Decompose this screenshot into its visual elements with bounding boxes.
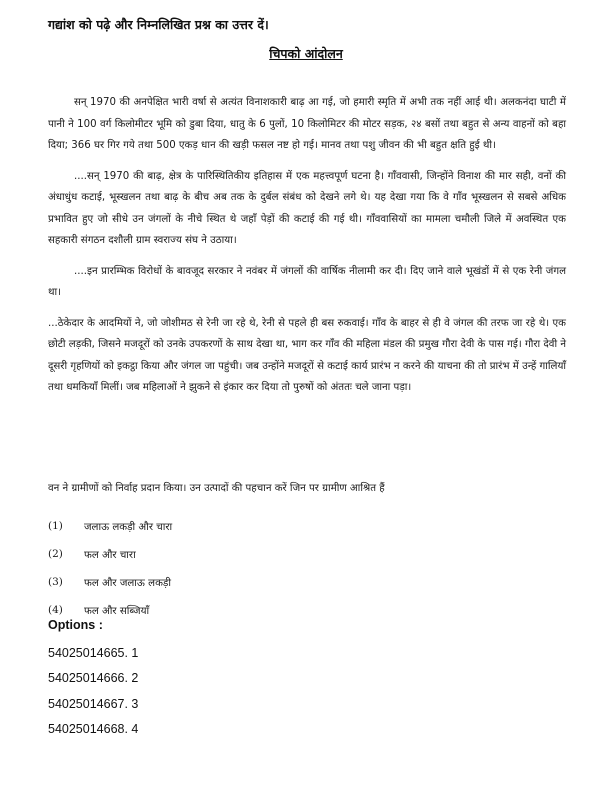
choice-text: जलाऊ लकड़ी और चारा [84,522,173,533]
options-heading: Options : [48,618,103,632]
instruction-text: गद्यांश को पढ़े और निम्नलिखित प्रश्न का उत्तर दें। [48,17,269,32]
choice-number: (3) [48,576,63,588]
question-text: वन ने ग्रामीणों को निर्वाह प्रदान किया। उन उत्पादों की पहचान करें जिन पर ग्रामीण आश्रित हैं [48,483,385,494]
passage-title: चिपको आंदोलन [269,46,343,61]
answer-choice [48,512,448,540]
choice-text: फल और चारा [84,550,136,561]
passage-paragraph: सन् 1970 की अनपेक्षित भारी वर्षा से अत्यंत विनाशकारी बाढ़ आ गई, जो हमारी स्मृति में अभी तक नहीं आई थी। अलकनंदा घाटी में पानी ने 100 वर्ग किलोमीटर भूमि को डुबा दिया, धातु के 6 पुलों, 10 किलोमिटर की मोटर सड़क, २४ बसों तथा बहुत से अन्य वाहनों को बहा दिया; 366 घर गिर गये तथा 500 एकड़ धान की खड़ी फसल नष्ट हो गई। मानव तथा पशु जीवन की भी बहुत क्षति हुई थी। [48,97,566,151]
passage-paragraph: ...ठेकेदार के आदमियों ने, जो जोशीमठ से रेनी जा रहे थे, रेनी से पहले ही बस रुकवाई। गाँव के बाहर से ही वे जंगल की तरफ जा रहे थे। एक छोटी लड़की, जिसने मजदूरों को उनके उपकरणों के साथ देखा था, भाग कर गाँव की महिला मंडल की प्रमुख गौरा देवी के पास गई। गौरा देवी ने दूसरी गृहणियों को इकट्ठा किया और जंगल जा पहुंची। जब उन्होंने मजदूरों से कटाई कार्य प्रारंभ न करने की याचना की तो प्रारंभ में उन्हें गालियाँ तथा धमकियाँ मिलीं। जब महिलाओं ने झुकने से इंकार कर दिया तो पुरुषों को अंततः चले जाना पड़ा। [48,317,566,393]
passage-paragraph: ....सन् 1970 की बाढ़, क्षेत्र के पारिस्थितिकीय इतिहास में एक महत्त्वपूर्ण घटना है। गाँववासी, जिन्होंने विनाश की मार सही, वनों की अंधाधुंध कटाई, भूस्खलन तथा बाढ़ के बीच अब तक के दुर्बल संबंध को देखने लगे थे। यह देखा गया कि वे गाँव भूस्खलन से सबसे अधिक प्रभावित हुए जो सीधे उन जंगलों के नीचे स्थित थे जहाँ पेड़ों की कटाई की गई थी। गाँववासियों का मामला चमौली जिले में अवस्थित एक सहकारी संगठन दशौली ग्राम स्वराज्य संघ ने उठाया। [48,170,566,246]
answer-choice [48,568,448,596]
passage-paragraph: ....इन प्रारम्भिक विरोधों के बावजूद सरकार ने नवंबर में जंगलों की वार्षिक नीलामी कर दी। दिए जाने वाले भूखंडों में से एक रेनी जंगल था। [48,265,566,298]
choice-text: फल और सब्जियाँ [84,606,150,617]
option-id: 54025014665. 1 [48,645,139,660]
option-id: 54025014668. 4 [48,722,139,737]
choice-number: (1) [48,520,63,532]
answer-choice [48,540,448,568]
answer-choice [48,596,448,624]
answer-choices [48,512,448,624]
choice-number: (2) [48,548,63,560]
passage-body [48,92,566,408]
choice-number: (4) [48,604,63,616]
option-id: 54025014667. 3 [48,696,139,711]
option-id: 54025014666. 2 [48,671,139,686]
option-id-list [48,640,138,742]
choice-text: फल और जलाऊ लकड़ी [84,578,171,589]
